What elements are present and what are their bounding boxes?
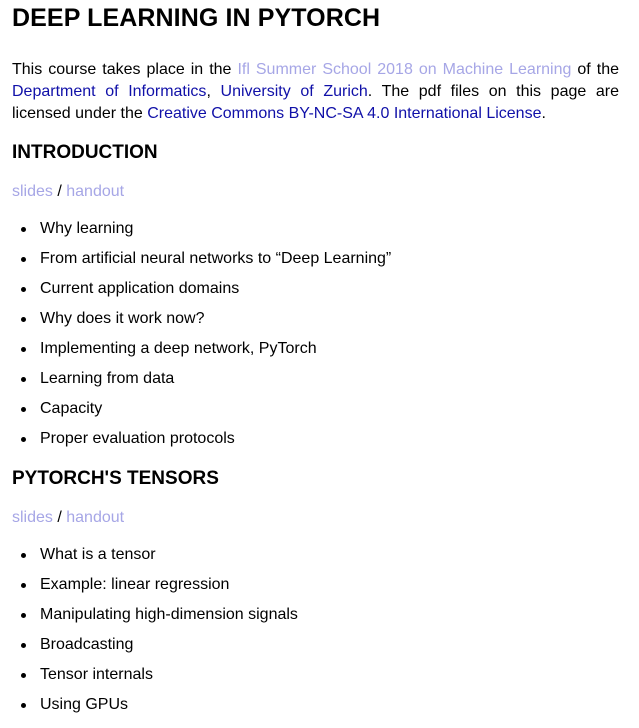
bullet-icon bbox=[21, 347, 26, 352]
list-item bbox=[12, 279, 619, 299]
bullet-icon bbox=[21, 583, 26, 588]
section-resources-pytorch-tensors bbox=[12, 508, 619, 528]
intro-text-1: This course takes place in the bbox=[12, 61, 238, 78]
list-item bbox=[12, 635, 619, 655]
intro-text-4: . The pdf files on this page are licensed under the bbox=[12, 83, 620, 122]
topic-list-introduction bbox=[12, 219, 619, 449]
list-item-text: Capacity bbox=[40, 400, 103, 417]
list-item-text: Implementing a deep network, PyTorch bbox=[40, 340, 317, 357]
list-item bbox=[12, 399, 619, 419]
summer-school-link[interactable]: Ifl Summer School 2018 on Machine Learning bbox=[237, 61, 572, 78]
list-item bbox=[12, 309, 619, 329]
list-item bbox=[12, 249, 619, 269]
intro-paragraph bbox=[12, 59, 619, 125]
list-item bbox=[12, 605, 619, 625]
bullet-icon bbox=[21, 703, 26, 708]
list-item bbox=[12, 695, 619, 715]
page-title: DEEP LEARNING IN PYTORCH bbox=[12, 4, 381, 32]
list-item bbox=[12, 219, 619, 239]
resource-separator: / bbox=[52, 183, 67, 200]
department-link[interactable]: Department of Informatics bbox=[12, 83, 207, 100]
intro-text-5: . bbox=[541, 105, 546, 122]
bullet-icon bbox=[21, 287, 26, 292]
section-introduction bbox=[12, 142, 619, 449]
list-item-text: Example: linear regression bbox=[40, 576, 230, 593]
bullet-icon bbox=[21, 227, 26, 232]
list-item bbox=[12, 575, 619, 595]
list-item-text: Using GPUs bbox=[40, 696, 129, 713]
list-item-text: Proper evaluation protocols bbox=[40, 430, 235, 447]
section-heading-pytorch-tensors: PYTORCH'S TENSORS bbox=[12, 468, 219, 489]
slides-link-introduction[interactable]: slides bbox=[12, 183, 53, 200]
list-item-text: Learning from data bbox=[40, 370, 175, 387]
list-item-text: Broadcasting bbox=[40, 636, 134, 653]
intro-text-2: of the bbox=[571, 61, 619, 78]
handout-link-pytorch-tensors[interactable]: handout bbox=[66, 509, 125, 526]
list-item-text: Current application domains bbox=[40, 280, 240, 297]
page-content bbox=[12, 0, 619, 725]
bullet-icon bbox=[21, 643, 26, 648]
list-item bbox=[12, 429, 619, 449]
section-heading-introduction: INTRODUCTION bbox=[12, 142, 158, 163]
list-item-text: Manipulating high-dimension signals bbox=[40, 606, 298, 623]
section-resources-introduction bbox=[12, 182, 619, 202]
bullet-icon bbox=[21, 317, 26, 322]
bullet-icon bbox=[21, 613, 26, 618]
bullet-icon bbox=[21, 673, 26, 678]
list-item bbox=[12, 545, 619, 565]
university-link[interactable]: University of Zurich bbox=[220, 83, 368, 100]
list-item bbox=[12, 339, 619, 359]
slides-link-pytorch-tensors[interactable]: slides bbox=[12, 509, 53, 526]
section-pytorch-tensors bbox=[12, 468, 619, 715]
handout-link-introduction[interactable]: handout bbox=[66, 183, 125, 200]
license-link[interactable]: Creative Commons BY-NC-SA 4.0 International License bbox=[147, 105, 542, 122]
bullet-icon bbox=[21, 257, 26, 262]
bullet-icon bbox=[21, 437, 26, 442]
list-item-text: Tensor internals bbox=[40, 666, 153, 683]
bullet-icon bbox=[21, 377, 26, 382]
bullet-icon bbox=[21, 407, 26, 412]
list-item bbox=[12, 665, 619, 685]
list-item-text: Why learning bbox=[40, 220, 134, 237]
bullet-icon bbox=[21, 553, 26, 558]
topic-list-pytorch-tensors bbox=[12, 545, 619, 715]
resource-separator: / bbox=[52, 509, 67, 526]
list-item-text: What is a tensor bbox=[40, 546, 156, 563]
list-item-text: Why does it work now? bbox=[40, 310, 205, 327]
list-item bbox=[12, 369, 619, 389]
intro-text-3: , bbox=[206, 83, 221, 100]
list-item-text: From artificial neural networks to “Deep Learning” bbox=[40, 250, 392, 267]
